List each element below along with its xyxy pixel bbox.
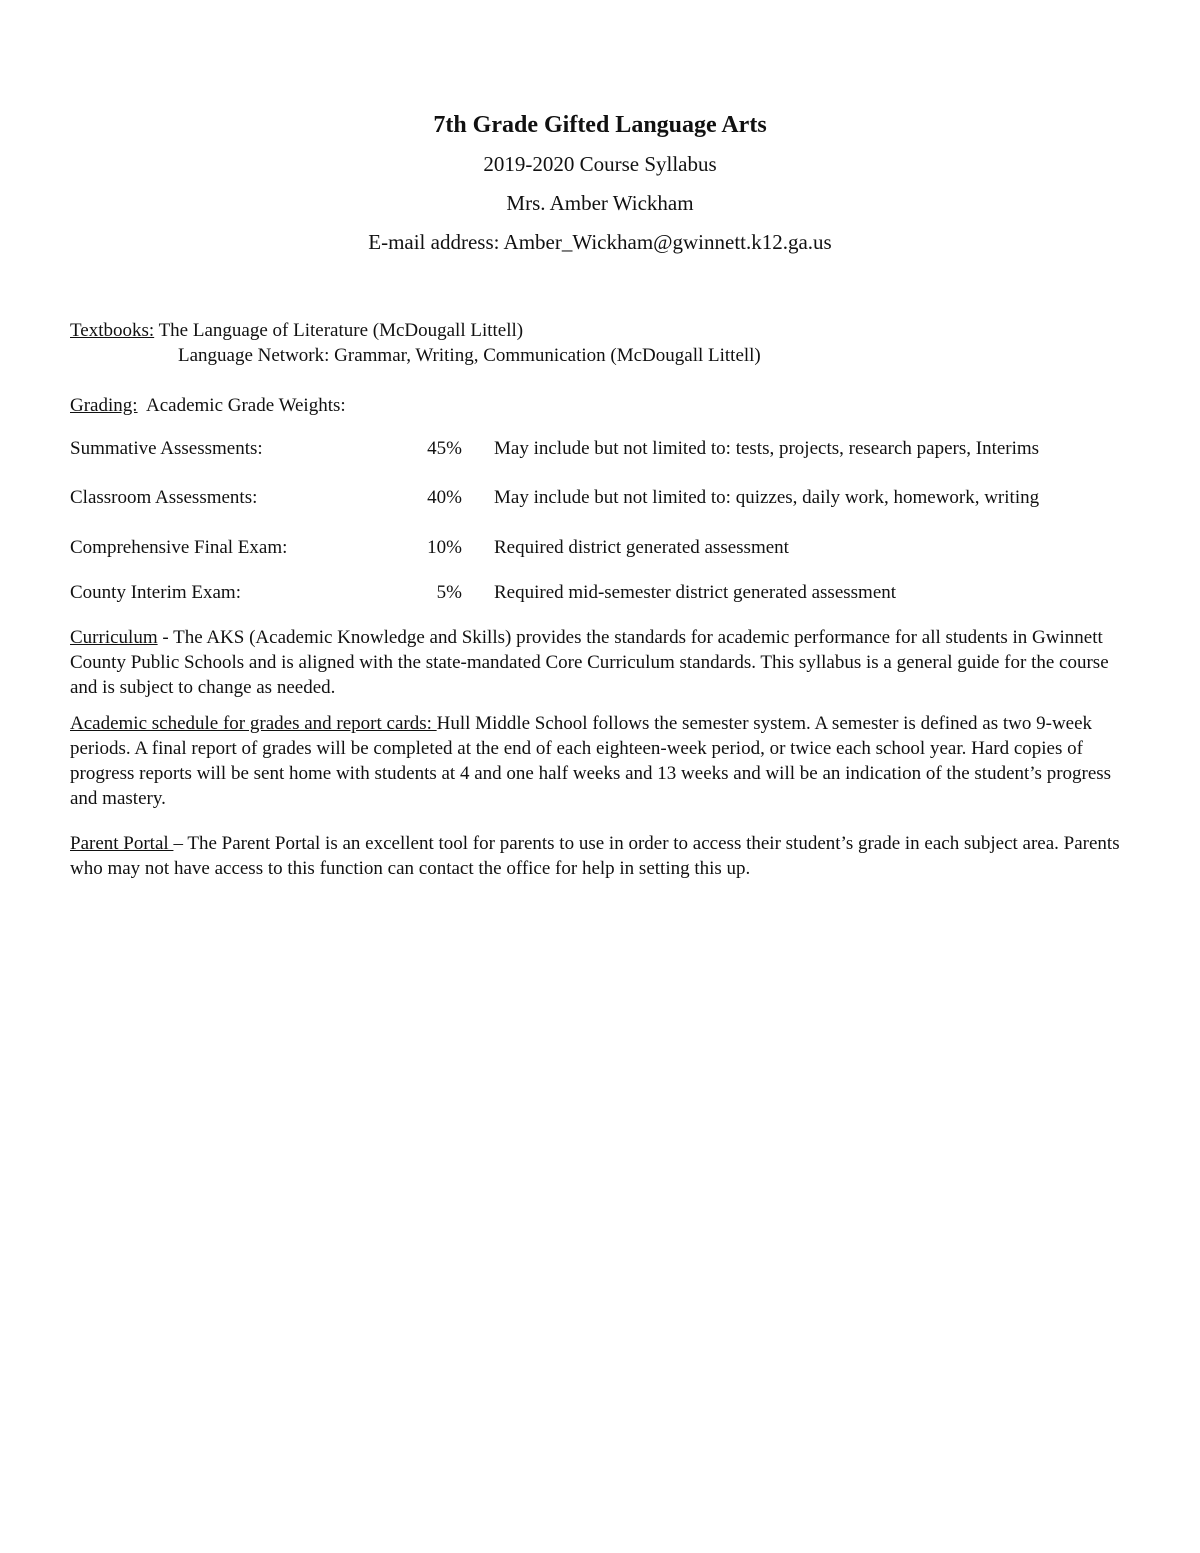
parent-portal-text: – The Parent Portal is an excellent tool for parents to use in order to access their student’s grade in each subject area. Parents who may not have access to this function can contact the office for help in setting this up. [70,833,1120,879]
grade-percent: 45% [427,438,462,459]
grade-description: May include but not limited to: quizzes, daily work, homework, writing [494,487,1040,508]
grade-percent: 5% [436,582,462,603]
grade-description: May include but not limited to: tests, projects, research papers, Interims [494,438,1040,459]
textbook-2: Language Network: Grammar, Writing, Communication (McDougall Littell) [178,345,761,366]
grade-category: Summative Assessments: [70,438,263,459]
grade-weight-row [70,580,1130,606]
grading-intro: Academic Grade Weights: [137,395,346,416]
parent-portal-label: Parent Portal [70,833,174,854]
grade-category: Classroom Assessments: [70,487,258,508]
grade-percent: 40% [427,487,462,508]
textbooks-label: Textbooks: [70,320,155,341]
grade-percent: 10% [427,537,462,558]
curriculum-label: Curriculum [70,627,158,648]
grading-label: Grading: [70,395,138,416]
grading-section [70,393,1130,418]
grade-description: Required mid-semester district generated assessment [494,582,897,603]
teacher-name: Mrs. Amber Wickham [506,191,694,215]
grade-weight-row [70,436,1130,462]
academic-schedule-text: Hull Middle School follows the semester system. A semester is defined as two 9-week periods. A final report of grades will be completed at the end of each eighteen-week period, or twice each school year. Hard copies of progress reports will be sent home with students at 4 and one half weeks and 13 weeks and will be an indication of the student’s progress and mastery. [70,713,1112,809]
curriculum-section [70,625,1130,700]
email-address: E-mail address: Amber_Wickham@gwinnett.k12.ga.us [368,230,832,254]
grade-weight-row [70,485,1130,511]
course-syllabus-subtitle: 2019-2020 Course Syllabus [483,152,717,176]
academic-schedule-label: Academic schedule for grades and report cards: [70,713,437,734]
parent-portal-section [70,831,1130,881]
academic-schedule-section [70,711,1130,811]
textbook-1: The Language of Literature (McDougall Littell) [154,320,524,341]
curriculum-text: - The AKS (Academic Knowledge and Skills) provides the standards for academic performance for all students in Gwinnett County Public Schools and is aligned with the state-mandated Core Curriculum standards. This syllabus is a general guide for the course and is subject to change as needed. [70,627,1109,698]
grade-weight-row [70,535,1130,561]
grade-category: Comprehensive Final Exam: [70,537,288,558]
document-header [0,110,1200,267]
textbooks-section [70,318,1130,368]
grade-category: County Interim Exam: [70,582,241,603]
document-title: 7th Grade Gifted Language Arts [433,112,767,138]
grade-description: Required district generated assessment [494,537,789,558]
